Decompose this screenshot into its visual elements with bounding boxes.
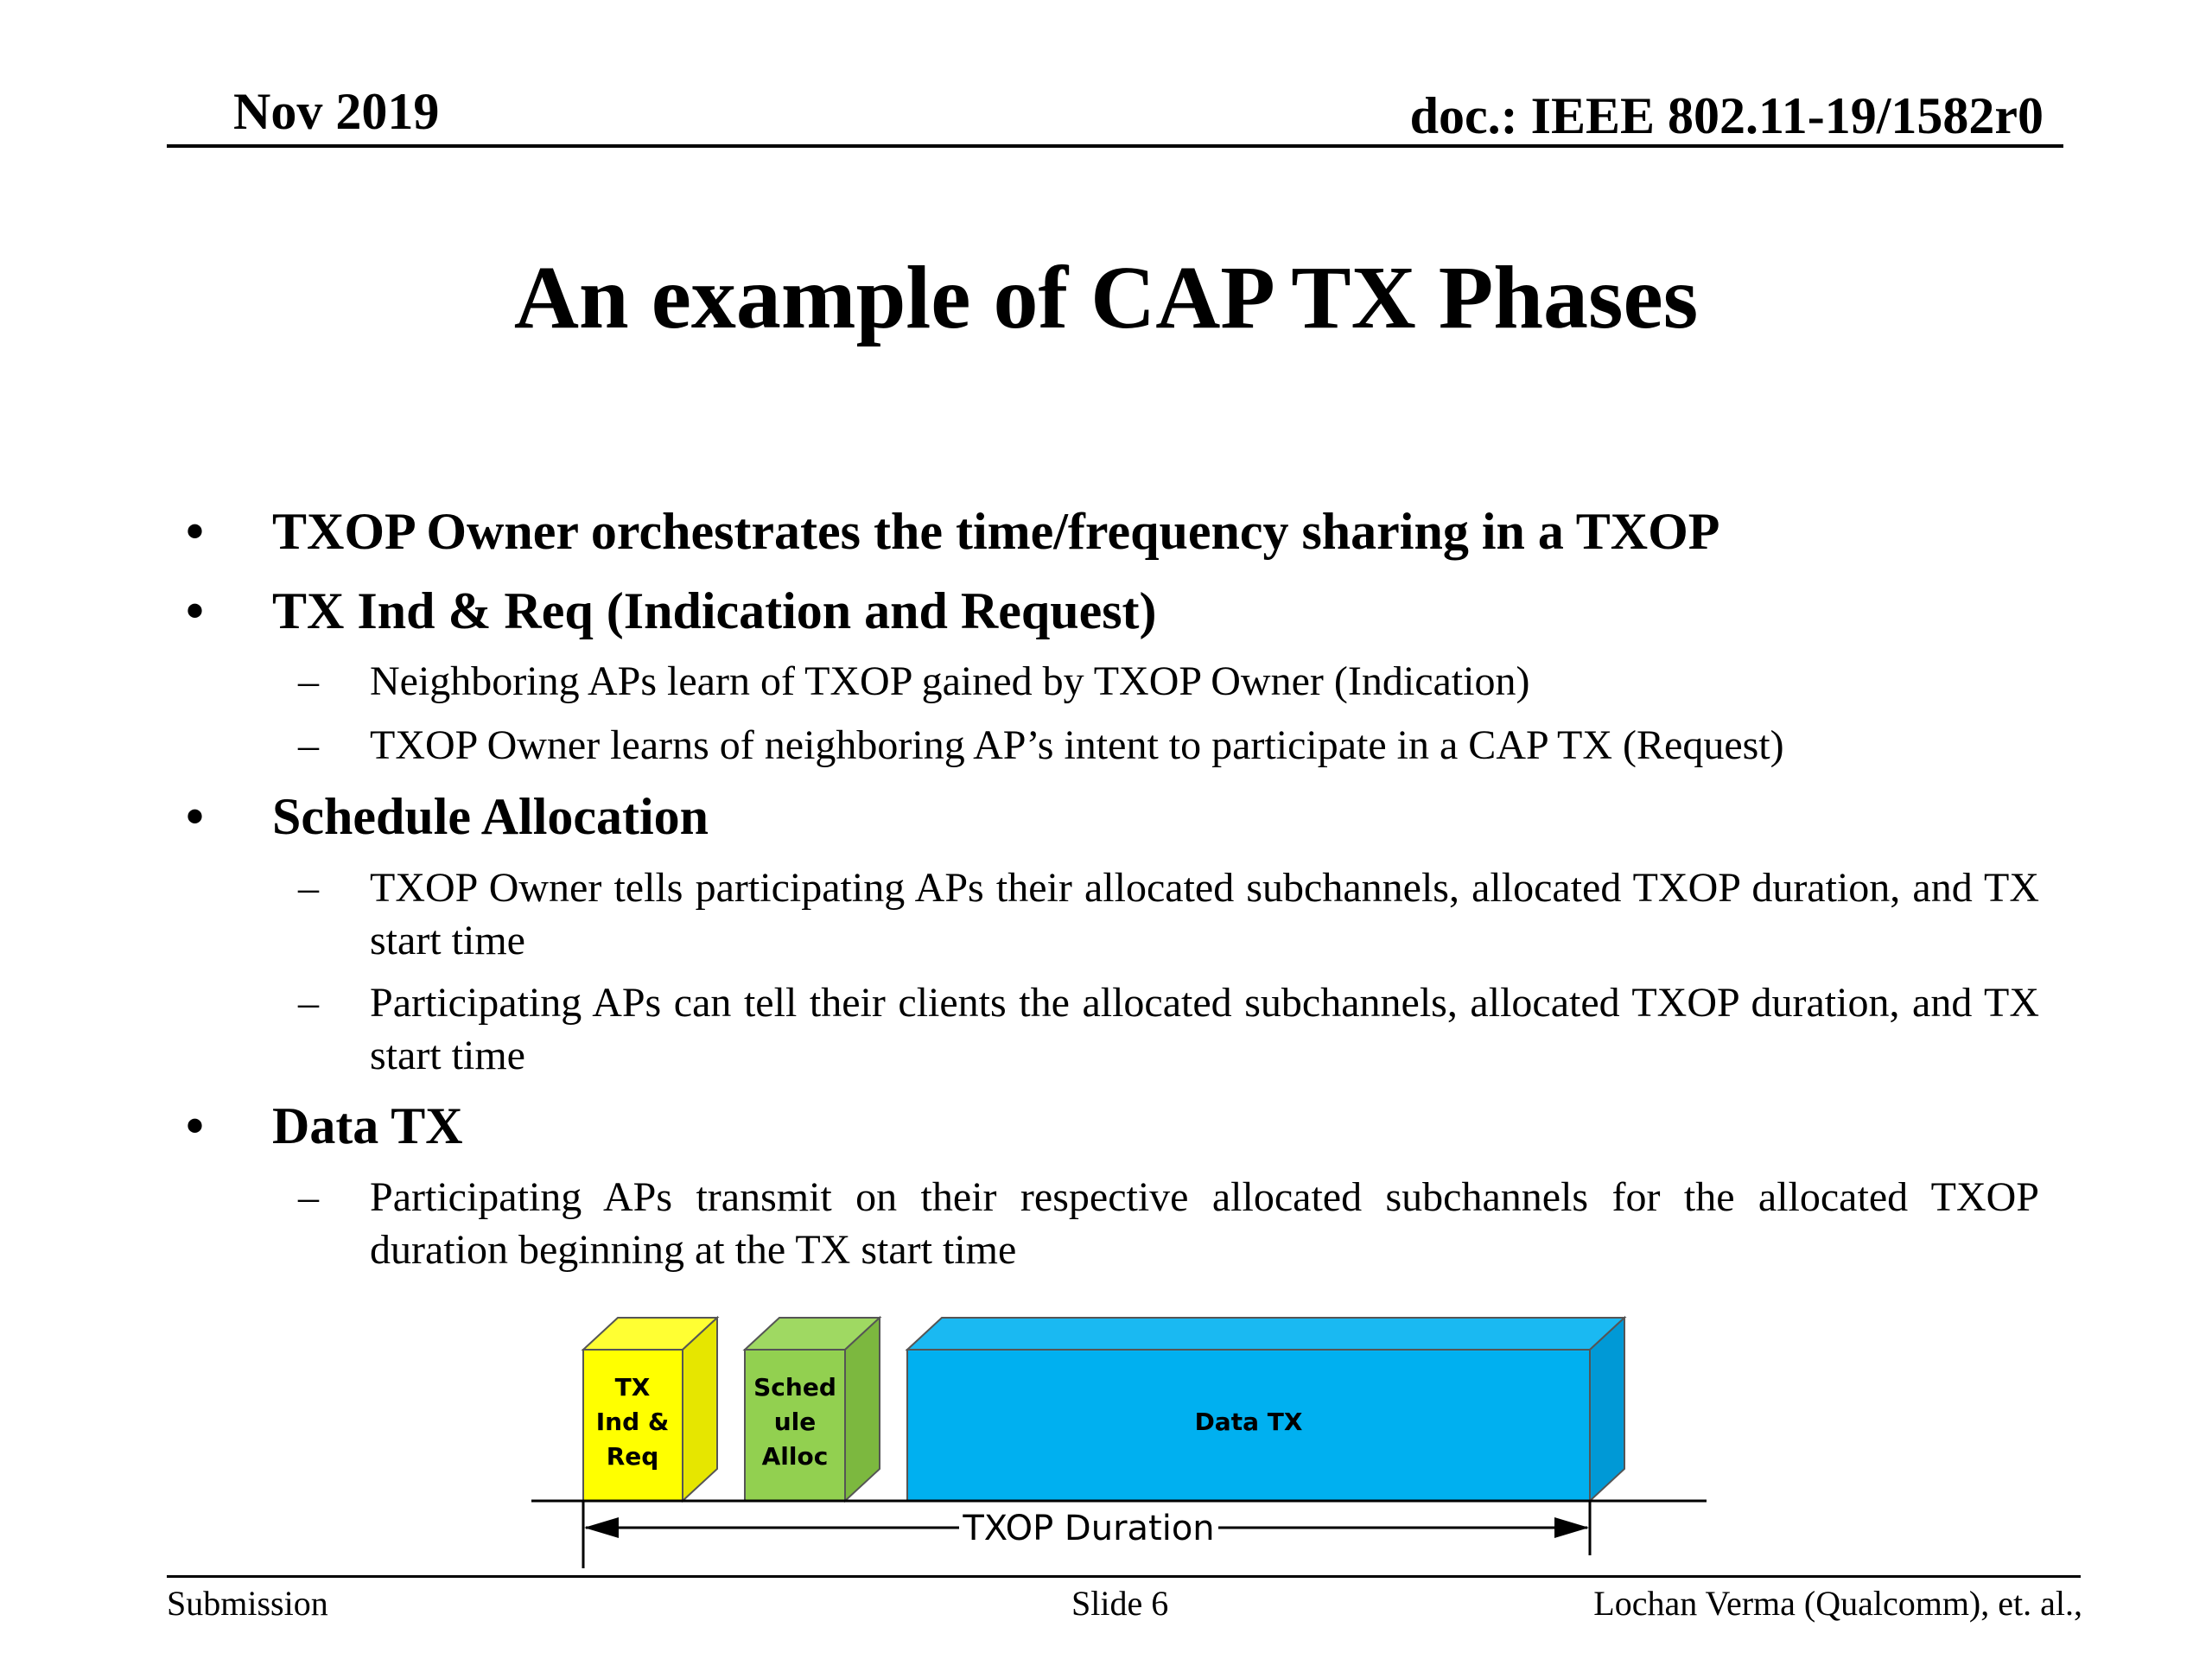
sub-bullet-transmit: Participating APs transmit on their respective allocated subchannels for the allocated TXOP duration beginning at the TX start time [370,1174,2039,1273]
phase-box-tx-ind-req [583,1318,717,1501]
footer-divider [167,1575,2081,1578]
txop-duration-label: TXOP Duration [963,1509,1215,1548]
phase-box-schedule-alloc [745,1318,880,1501]
box-label-line: Sched [753,1373,836,1402]
sub-bullet-owner-tells: TXOP Owner tells participating APs their allocated subchannels, allocated TXOP duration, and TX start time [370,865,2039,963]
footer-author: Lochan Verma (Qualcomm), et. al., [1593,1584,2082,1623]
header-doc-id: doc.: IEEE 802.11-19/1582r0 [1409,87,2044,144]
box-top-face [907,1318,1624,1350]
footer-submission: Submission [167,1584,328,1623]
sub-bullet-marker: – [298,722,319,768]
box-label-line: Req [606,1442,659,1471]
box-label-line: Alloc [761,1442,829,1471]
sub-bullet-marker: – [298,980,319,1026]
header-date: Nov 2019 [233,83,440,140]
cap-tx-phases-diagram [518,1305,1728,1581]
sub-bullet-marker: – [298,658,319,704]
bullet-marker: • [186,788,205,845]
bullet-marker: • [186,503,205,560]
bullet-item-txop-owner: TXOP Owner orchestrates the time/frequency sharing in a TXOP [272,503,1720,560]
sub-bullet-indication: Neighboring APs learn of TXOP gained by TXOP Owner (Indication) [370,658,1530,704]
phase-box-data-tx [907,1318,1624,1501]
box-label-line: Ind & [595,1408,670,1436]
sub-bullet-request: TXOP Owner learns of neighboring AP’s intent to participate in a CAP TX (Request) [370,722,1784,768]
box-side-face [683,1318,717,1501]
sub-bullet-marker: – [298,1174,319,1220]
sub-bullet-clients: Participating APs can tell their clients the allocated subchannels, allocated TXOP duration, and TX start time [370,980,2039,1078]
box-label-line: Data TX [1194,1408,1303,1436]
bullet-item-tx-ind-req: TX Ind & Req (Indication and Request) [272,582,1157,639]
sub-bullet-marker: – [298,865,319,911]
bullet-item-data-tx: Data TX [272,1097,463,1154]
box-label-line: TX [614,1373,651,1402]
bullet-marker: • [186,1097,205,1154]
bullet-item-schedule-allocation: Schedule Allocation [272,788,709,845]
box-side-face [845,1318,880,1501]
box-side-face [1590,1318,1624,1501]
bullet-marker: • [186,582,205,639]
box-label-line: ule [773,1408,817,1436]
footer-slide-number: Slide 6 [1071,1584,1169,1623]
slide-title: An example of CAP TX Phases [513,248,1699,347]
